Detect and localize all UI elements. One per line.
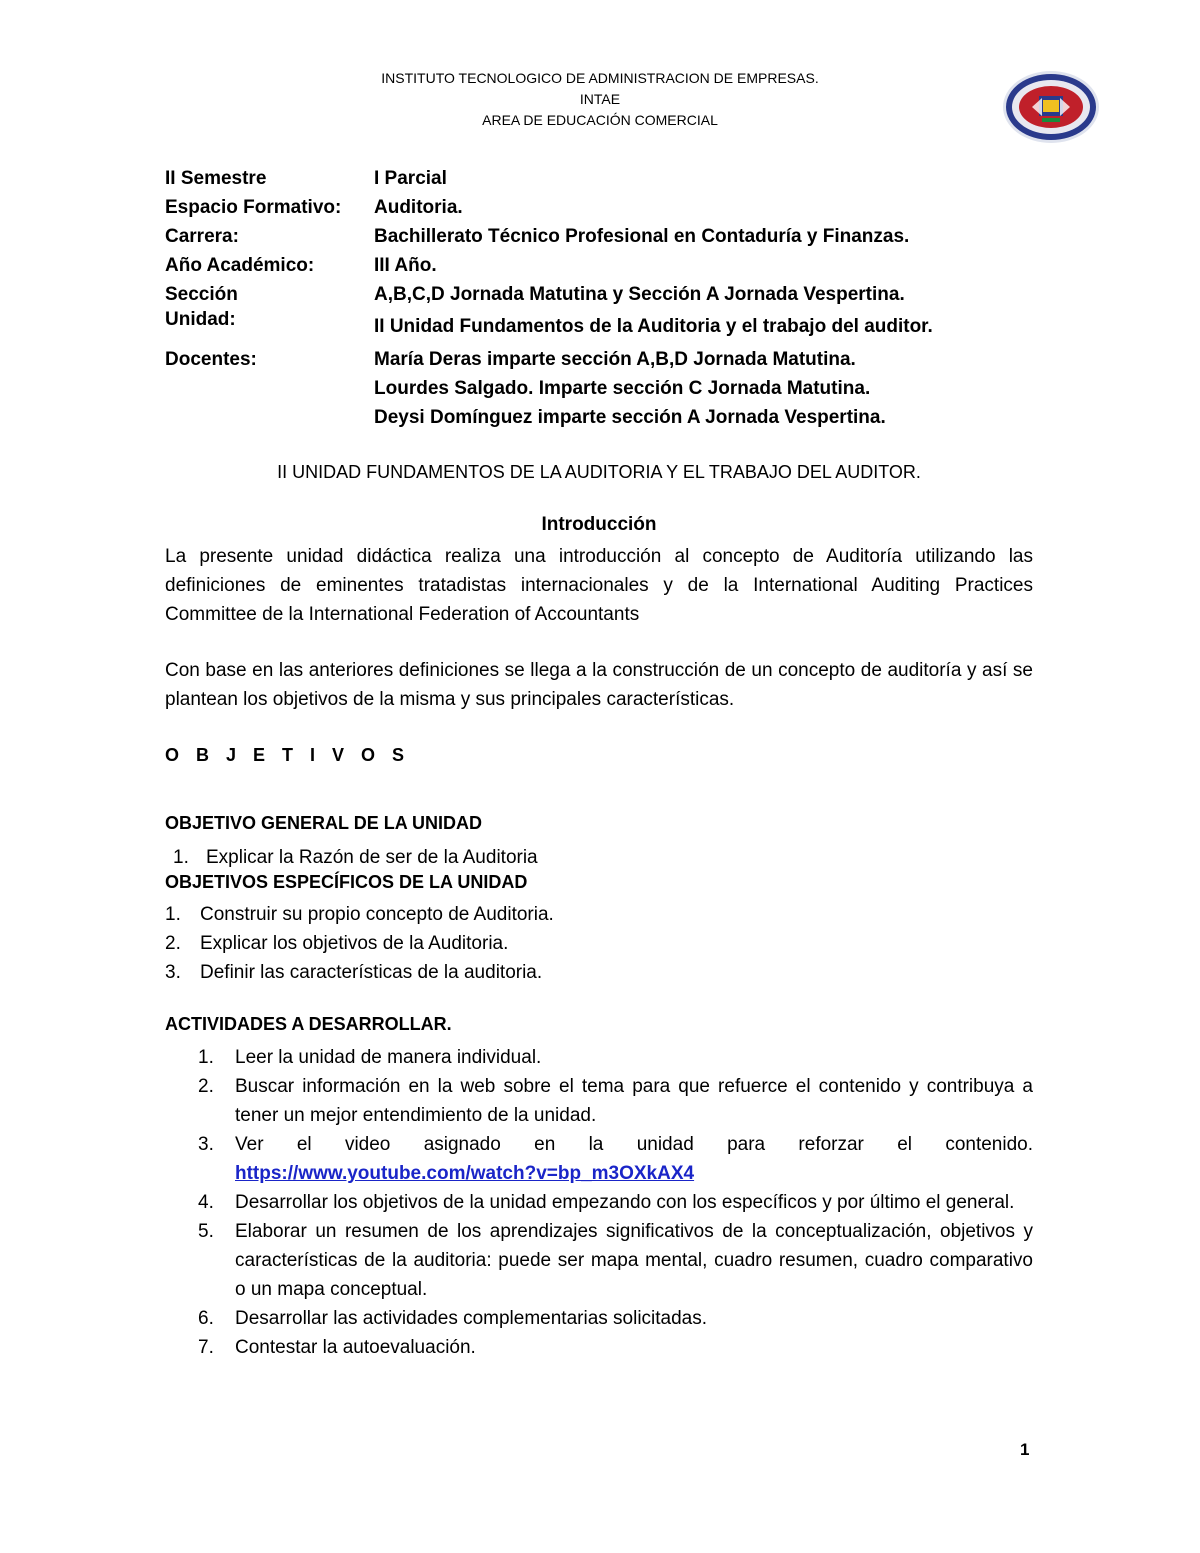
list-text: Explicar la Razón de ser de la Auditoria <box>206 847 538 868</box>
list-item <box>165 929 554 958</box>
list-text: Elaborar un resumen de los aprendizajes significativos de la conceptualización, objetivos y características de la auditoria: puede ser mapa mental, cuadro resumen, cuadro comparativo o un mapa conceptual. <box>235 1221 1033 1300</box>
list-number: 1. <box>173 847 189 868</box>
info-row-unidad <box>165 309 1065 345</box>
actividades-heading: ACTIVIDADES A DESARROLLAR. <box>165 1014 452 1034</box>
intro-heading: Introducción <box>541 514 657 535</box>
list-item <box>198 1304 1033 1333</box>
info-row-seccion <box>165 280 1065 309</box>
list-number: 2. <box>165 933 181 954</box>
list-text: Ver el video asignado en la unidad para reforzar el contenido. <box>235 1134 1033 1155</box>
header-acronym: INTAE <box>579 91 621 107</box>
list-text: Construir su propio concepto de Auditoria. <box>200 904 554 925</box>
list-text: Leer la unidad de manera individual. <box>235 1047 542 1068</box>
info-row-anio <box>165 251 1065 280</box>
info-row-semestre <box>165 164 1065 193</box>
list-item <box>198 1043 1033 1072</box>
info-label: II Semestre <box>165 168 267 189</box>
list-item <box>198 1130 1033 1188</box>
info-value: Bachillerato Técnico Profesional en Contaduría y Finanzas. <box>374 226 910 247</box>
info-value: Deysi Domínguez imparte sección A Jornada Vespertina. <box>374 407 886 428</box>
header-area: AREA DE EDUCACIÓN COMERCIAL <box>482 112 718 128</box>
list-number: 6. <box>198 1308 214 1329</box>
list-text: Desarrollar las actividades complementarias solicitadas. <box>235 1308 708 1329</box>
info-row-carrera <box>165 222 1065 251</box>
info-row-espacio-formativo <box>165 193 1065 222</box>
list-number: 4. <box>198 1192 214 1213</box>
info-value: I Parcial <box>374 168 447 189</box>
unit-title: II UNIDAD FUNDAMENTOS DE LA AUDITORIA Y EL TRABAJO DEL AUDITOR. <box>277 462 921 482</box>
list-number: 7. <box>198 1337 214 1358</box>
list-number: 1. <box>198 1047 214 1068</box>
objetivos-heading: O B J E T I V O S <box>165 745 411 765</box>
info-value: María Deras imparte sección A,B,D Jornada Matutina. <box>374 349 856 370</box>
info-row-docente-2 <box>165 374 1065 403</box>
list-item <box>198 1072 1033 1130</box>
list-item <box>173 843 538 872</box>
list-text: Contestar la autoevaluación. <box>235 1337 476 1358</box>
list-item <box>165 900 554 929</box>
info-label: Unidad: <box>165 309 236 330</box>
institution-header <box>300 68 900 131</box>
intro-paragraph-1: La presente unidad didáctica realiza una introducción al concepto de Auditoría utilizando las definiciones de eminentes tratadistas internacionales y de la International Auditing Practices Committee de la International Federation of Accountants <box>165 546 1033 625</box>
objetivo-general-heading: OBJETIVO GENERAL DE LA UNIDAD <box>165 813 483 833</box>
list-number: 3. <box>165 962 181 983</box>
list-item <box>198 1188 1033 1217</box>
info-row-docentes <box>165 345 1065 374</box>
list-number: 3. <box>198 1134 214 1155</box>
list-number: 1. <box>165 904 181 925</box>
info-row-docente-3 <box>165 403 1065 432</box>
objetivos-especificos-list <box>165 900 554 987</box>
info-value: II Unidad Fundamentos de la Auditoria y el trabajo del auditor. <box>374 316 933 337</box>
info-label: Docentes: <box>165 349 257 370</box>
info-value: A,B,C,D Jornada Matutina y Sección A Jornada Vespertina. <box>374 284 905 305</box>
list-item <box>198 1333 1033 1362</box>
actividades-list <box>198 1043 1033 1362</box>
list-text: Definir las características de la auditoria. <box>200 962 543 983</box>
info-value: Lourdes Salgado. Imparte sección C Jornada Matutina. <box>374 378 871 399</box>
info-value: III Año. <box>374 255 437 276</box>
list-item <box>198 1217 1033 1304</box>
objetivos-especificos-heading: OBJETIVOS ESPECÍFICOS DE LA UNIDAD <box>165 872 528 892</box>
info-value: Auditoria. <box>374 197 463 218</box>
institution-seal-icon <box>1002 70 1100 144</box>
list-text: Explicar los objetivos de la Auditoria. <box>200 933 509 954</box>
list-text: Buscar información en la web sobre el tema para que refuerce el contenido y contribuya a tener un mejor entendimiento de la unidad. <box>235 1076 1033 1126</box>
list-number: 5. <box>198 1221 214 1242</box>
list-text: Desarrollar los objetivos de la unidad empezando con los específicos y por último el general. <box>235 1192 1015 1213</box>
info-label: Sección <box>165 284 238 305</box>
header-institution-name: INSTITUTO TECNOLOGICO DE ADMINISTRACION DE EMPRESAS. <box>381 70 819 86</box>
video-link[interactable]: https://www.youtube.com/watch?v=bp_m3OXkAX4 <box>235 1163 695 1184</box>
objetivo-general-list <box>173 843 538 872</box>
info-label: Carrera: <box>165 226 239 247</box>
course-info <box>165 164 1065 432</box>
info-label: Año Académico: <box>165 255 315 276</box>
list-item <box>165 958 554 987</box>
intro-paragraph-2: Con base en las anteriores definiciones se llega a la construcción de un concepto de auditoría y así se plantean los objetivos de la misma y sus principales características. <box>165 660 1033 710</box>
info-label: Espacio Formativo: <box>165 197 342 218</box>
page-number: 1 <box>1020 1440 1030 1459</box>
list-number: 2. <box>198 1076 214 1097</box>
